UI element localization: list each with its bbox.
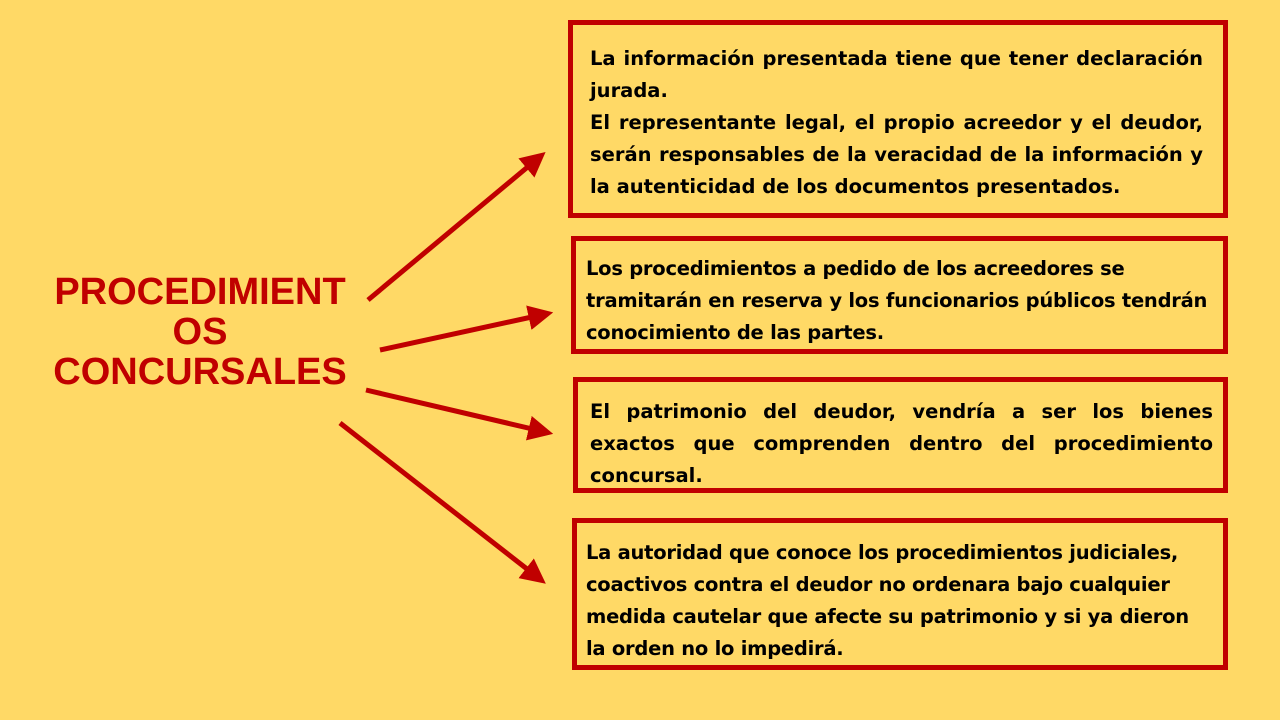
box-1-paragraph-1: La información presentada tiene que tener declaración jurada. <box>590 47 1203 102</box>
title-line-3: CONCURSALES <box>53 351 347 393</box>
diagram-title <box>30 272 370 392</box>
box-3-paragraph-1: El patrimonio del deudor, vendría a ser los bienes exactos que comprenden dentro del procedimiento concursal. <box>590 400 1213 487</box>
box-4-paragraph-1: La autoridad que conoce los procedimientos judiciales, coactivos contra el deudor no ordenara bajo cualquier medida cautelar que afecte su patrimonio y si ya dieron la orden no lo impedirá. <box>586 541 1189 660</box>
title-line-1: PROCEDIMIENT <box>54 271 346 313</box>
info-box-declaracion-jurada <box>568 20 1228 218</box>
arrow-to-box-1 <box>368 160 536 300</box>
box-1-paragraph-2: El representante legal, el propio acreedor y el deudor, serán responsables de la veracidad de la información y la autenticidad de los documentos presentados. <box>590 111 1203 198</box>
info-box-autoridad <box>572 518 1228 670</box>
title-line-2: OS <box>172 311 228 353</box>
info-box-patrimonio <box>573 377 1228 493</box>
info-box-reserva <box>571 236 1228 354</box>
arrow-to-box-4 <box>340 423 536 576</box>
arrow-to-box-2 <box>380 315 541 350</box>
arrow-to-box-3 <box>366 390 541 431</box>
box-2-paragraph-1: Los procedimientos a pedido de los acreedores se tramitarán en reserva y los funcionarios públicos tendrán conocimiento de las partes. <box>586 257 1208 344</box>
